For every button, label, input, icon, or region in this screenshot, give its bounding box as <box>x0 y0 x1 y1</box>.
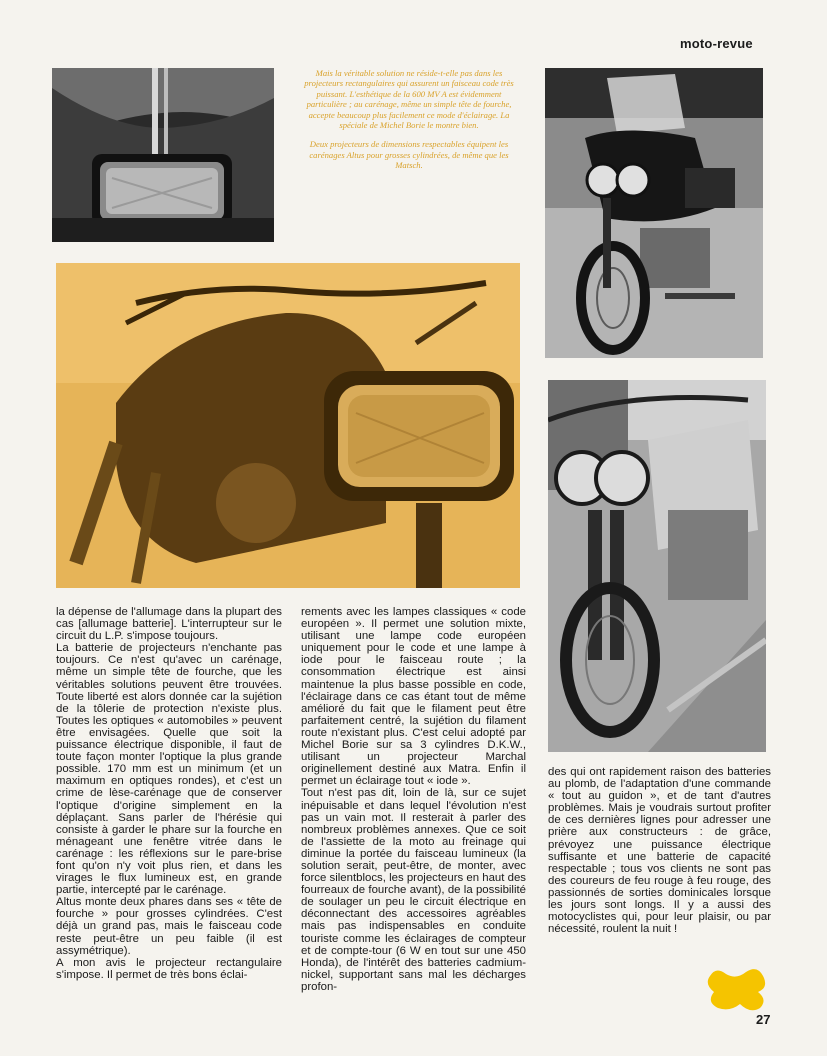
text-column-2 <box>301 606 526 993</box>
column-1-paragraph: A mon avis le projecteur rectangulaire s'impose. Il permet de très bons éclai- <box>56 956 282 981</box>
column-1-paragraph: La batterie de projecteurs n'enchante pas toujours. Ce n'est qu'avec un carénage, même un simple tête de fourche, que les véritables solutions peuvent être trouvées. Toute liberté est alors donnée car la sujétion de la tôlerie de protection n'existe plus. Toutes les optiques « automobiles » peuvent être envisagées. Quelle que soit la puissance électrique disponible, il faut de toute façon monter l'optique la plus grande possible. 170 mm est un minimum (et un maximum en optiques rondes), et c'est un crime de lèse-carénage que de conserver l'optique d'origine simplement en la déplaçant. Sans parler de l'hérésie qui consiste à garder le phare sur la fourche en ménageant une fenêtre vitrée dans le carénage : les réflexions sur le pare-brise font qu'on n'y voit plus rien, et dans les virages le flux lumineux est, en grande partie, intercepté par le carénage. <box>56 642 282 897</box>
photo-rectangular-headlight <box>56 263 520 588</box>
column-1-paragraph: Altus monte deux phares dans ses « tête de fourche » pour grosses cylindrées. C'est déjà un grand pas, mais le faisceau code reste peut-être un peu faible (il est assymétrique). <box>56 896 282 957</box>
column-2-paragraph: rements avec les lampes classiques « code européen ». Il permet une solution mixte, utilisant une lampe code européen uniquement pour le code et une lampe à iode pour le faisceau route ; la consommation électrique est ainsi maintenue la plus basse possible en code, l'éclairage dans ce cas étant tout de même amélioré du fait que le filament peut être parfaitement centré, la sujétion du filament route n'existant plus. C'est celui adopté par Michel Borie sur sa 3 cylindres D.K.W., utilisant un projecteur Marchal originellement destiné aux Matra. Enfin il permet un éclairage tout « iode ». <box>301 606 526 788</box>
end-mark-logo <box>706 966 768 1017</box>
section-header: moto-revue <box>680 36 753 51</box>
caption-paragraph-1: Mais la véritable solution ne réside-t-elle pas dans les projecteurs rectangulaires qui assurent un faisceau code très puissant. L'esthétique de la 600 MV A est évidemment particulière ; au carénage, même un simple tête de fourche, accepte beaucoup plus facilement ce mode d'éclairage. La spéciale de Michel Borie le montre bien. <box>304 68 514 131</box>
photo-motorcycle-windshield <box>545 68 763 358</box>
photo-motorcycle-twin-headlights <box>548 380 766 752</box>
text-column-1 <box>56 606 282 981</box>
photo-caption <box>296 68 522 180</box>
column-2-paragraph: Tout n'est pas dit, loin de là, sur ce sujet inépuisable et dans lequel l'évolution n'est pas un vain mot. Il resterait à parler des nombreux problèmes annexes. Que ce soit de l'assiette de la moto au freinage qui diminue la portée du faisceau lumineux (la solution serait, peut-être, de monter, avec force silentblocs, les projecteurs en haut des fourreaux de fourche avant), de la possibilité de soulager un peu le circuit électrique en déconnectant des accessoires agréables mais pas indispensables en conduite touriste comme les éclairages de compteur et de compte-tour (6 W en tout sur une 450 Honda), de l'intérêt des batteries cadmium-nickel, supportant sans mal les décharges profon- <box>301 787 526 993</box>
text-column-3 <box>548 766 771 935</box>
caption-paragraph-2: Deux projecteurs de dimensions respectables équipent les carénages Altus pour grosses cylindrées, de même que les Matsch. <box>309 139 509 171</box>
column-1-paragraph: la dépense de l'allumage dans la plupart des cas [allumage batterie]. L'interrupteur sur le circuit du L.P. s'impose toujours. <box>56 606 282 643</box>
photo-fairing-headlight <box>52 68 274 242</box>
page-number: 27 <box>756 1012 771 1027</box>
column-3-paragraph: des qui ont rapidement raison des batteries au plomb, de l'adaptation d'une commande « tout au guidon », et de tant d'autres problèmes. Mais je voudrais surtout profiter de ces dernières lignes pour adresser une prière aux constructeurs : de grâce, prévoyez une puissance électrique suffisante et une batterie de capacité respectable ; tous vos clients ne sont pas des coureurs de feu rouge à feu rouge, des passionnés de sorties dominicales lorsque les jours sont longs. Il y a aussi des motocyclistes qui, pour leur plaisir, ou par nécessité, roulent la nuit ! <box>548 766 771 936</box>
